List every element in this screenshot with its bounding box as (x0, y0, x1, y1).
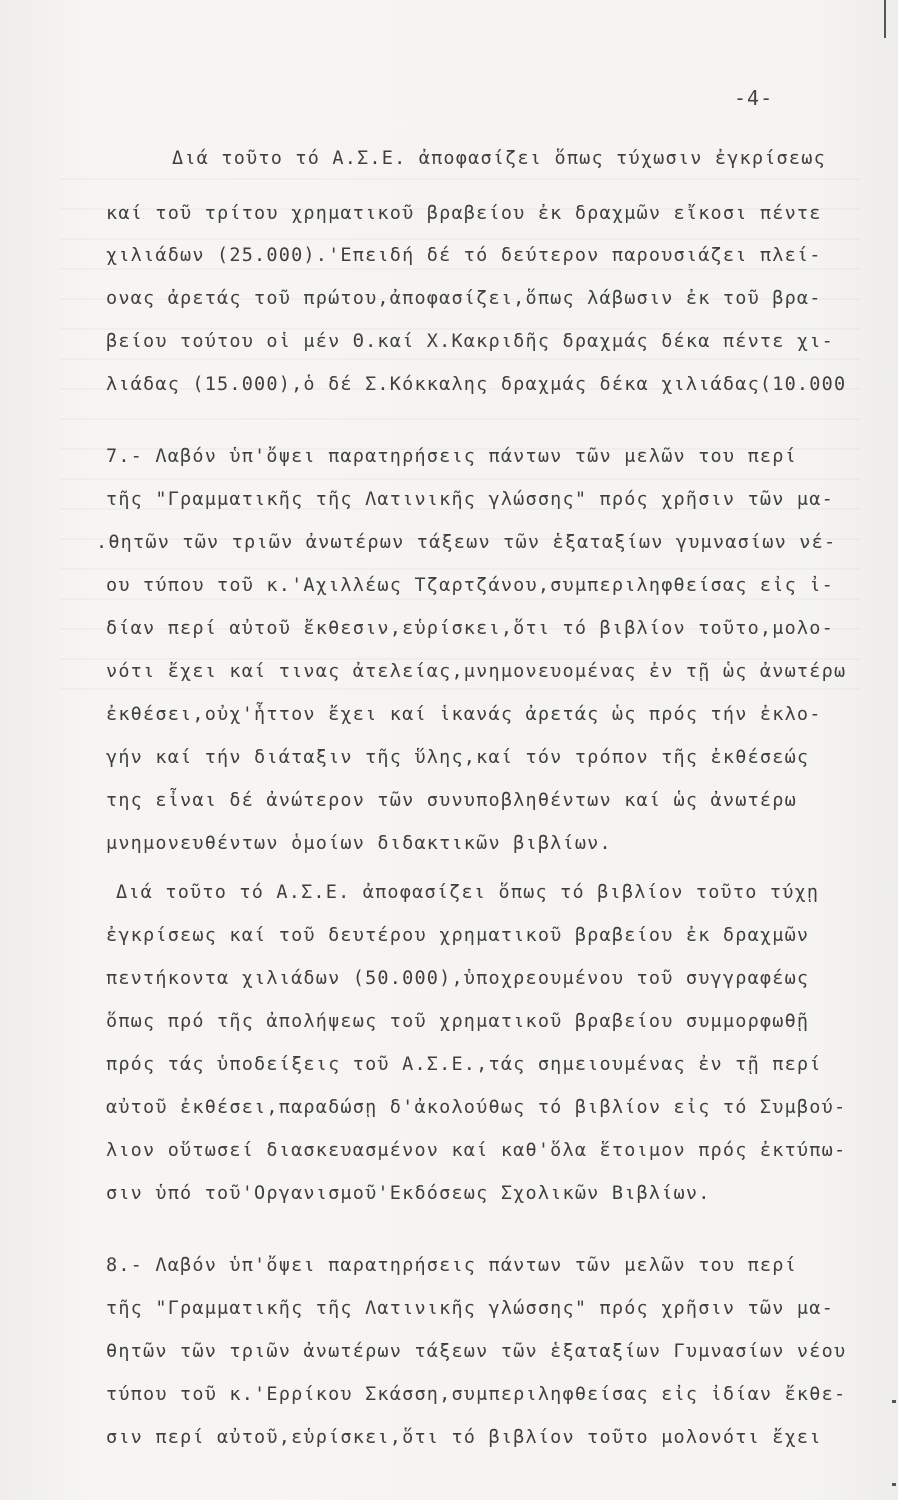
text-line: τῆς "Γραμματικῆς τῆς Λατινικῆς γλώσσης" πρός χρῆσιν τῶν μα- (106, 1298, 834, 1319)
text-line: αὐτοῦ ἐκθέσει,παραδώσῃ δ'ἀκολούθως τό βιβλίον εἰς τό Συμβού- (106, 1097, 847, 1118)
text-line: .θητῶν τῶν τριῶν ἀνωτέρων τάξεων τῶν ἑξαταξίων γυμνασίων νέ- (96, 532, 837, 553)
page-number: -4- (734, 86, 774, 110)
text-line: πεντήκοντα χιλιάδων (50.000),ὑποχρεουμένου τοῦ συγγραφέως (106, 968, 810, 989)
text-line: ὅπως πρό τῆς ἀπολήψεως τοῦ χρηματικοῦ βραβείου συμμορφωθῇ (106, 1011, 810, 1032)
text-line: 7.- Λαβόν ὑπ'ὄψει παρατηρήσεις πάντων τῶν μελῶν του περί (106, 446, 797, 467)
text-line: καί τοῦ τρίτου χρηματικοῦ βραβείου ἐκ δραχμῶν εἴκοσι πέντε (106, 203, 822, 224)
text-line: ονας ἀρετάς τοῦ πρώτου,ἀποφασίζει,ὅπως λάβωσιν ἐκ τοῦ βρα- (106, 288, 822, 309)
text-line: χιλιάδων (25.000).'Επειδή δέ τό δεύτερον παρουσιάζει πλεί- (106, 245, 822, 266)
text-line: ἐκθέσει,οὐχ'ἧττον ἔχει καί ἱκανάς ἀρετάς ὡς πρός τήν ἐκλο- (106, 704, 822, 725)
text-line: 8.- Λαβόν ὑπ'ὄψει παρατηρήσεις πάντων τῶν μελῶν του περί (106, 1255, 797, 1276)
text-line: νότι ἔχει καί τινας ἀτελείας,μνημονευομένας ἐν τῇ ὡς ἀνωτέρω (106, 661, 847, 682)
text-line: γήν καί τήν διάταξιν τῆς ὕλης,καί τόν τρόπον τῆς ἐκθέσεώς (106, 747, 810, 768)
page-edge-line (884, 0, 886, 38)
text-line: δίαν περί αὐτοῦ ἔκθεσιν,εὑρίσκει,ὅτι τό βιβλίον τοῦτο,μολο- (106, 618, 834, 639)
text-line: Διά τοῦτο τό Α.Σ.Ε. ἀποφασίζει ὅπως τύχωσιν ἐγκρίσεως (172, 148, 826, 169)
text-line: ου τύπου τοῦ κ.'Αχιλλέως Τζαρτζάνου,συμπεριληφθείσας εἰς ἰ- (106, 575, 834, 596)
text-line: σιν περί αὐτοῦ,εὑρίσκει,ὅτι τό βιβλίον τοῦτο μολονότι ἔχει (106, 1427, 822, 1448)
text-line: λιον οὕτωσεί διασκευασμένον καί καθ'ὅλα ἕτοιμον πρός ἐκτύπω- (106, 1140, 847, 1161)
text-line: της εἶναι δέ ἀνώτερον τῶν συνυποβληθέντων καί ὡς ἀνωτέρω (106, 790, 797, 811)
text-line: ἐγκρίσεως καί τοῦ δευτέρου χρηματικοῦ βραβείου ἐκ δραχμῶν (106, 925, 810, 946)
text-line: λιάδας (15.000),ὁ δέ Σ.Κόκκαλης δραχμάς δέκα χιλιάδας(10.000 (106, 374, 847, 395)
margin-mark (892, 1483, 896, 1486)
text-line: Διά τοῦτο τό Α.Σ.Ε. ἀποφασίζει ὅπως τό βιβλίον τοῦτο τύχῃ (116, 882, 820, 903)
text-line: θητῶν τῶν τριῶν ἀνωτέρων τάξεων τῶν ἑξαταξίων Γυμνασίων νέου (106, 1341, 847, 1362)
text-line: μνημονευθέντων ὁμοίων διδακτικῶν βιβλίων. (106, 833, 612, 854)
text-line: τύπου τοῦ κ.'Ερρίκου Σκάσση,συμπεριληφθείσας εἰς ἰδίαν ἔκθε- (106, 1384, 847, 1405)
margin-mark (892, 1400, 896, 1403)
text-line: πρός τάς ὑποδείξεις τοῦ Α.Σ.Ε.,τάς σημειουμένας ἐν τῇ περί (106, 1054, 822, 1075)
text-line: βείου τούτου οἱ μέν Θ.καί Χ.Κακριδῆς δραχμάς δέκα πέντε χι- (106, 331, 834, 352)
text-line: τῆς "Γραμματικῆς τῆς Λατινικῆς γλώσσης" πρός χρῆσιν τῶν μα- (106, 489, 834, 510)
text-line: σιν ὑπό τοῦ'Οργανισμοῦ'Εκδόσεως Σχολικῶν Βιβλίων. (106, 1183, 711, 1204)
